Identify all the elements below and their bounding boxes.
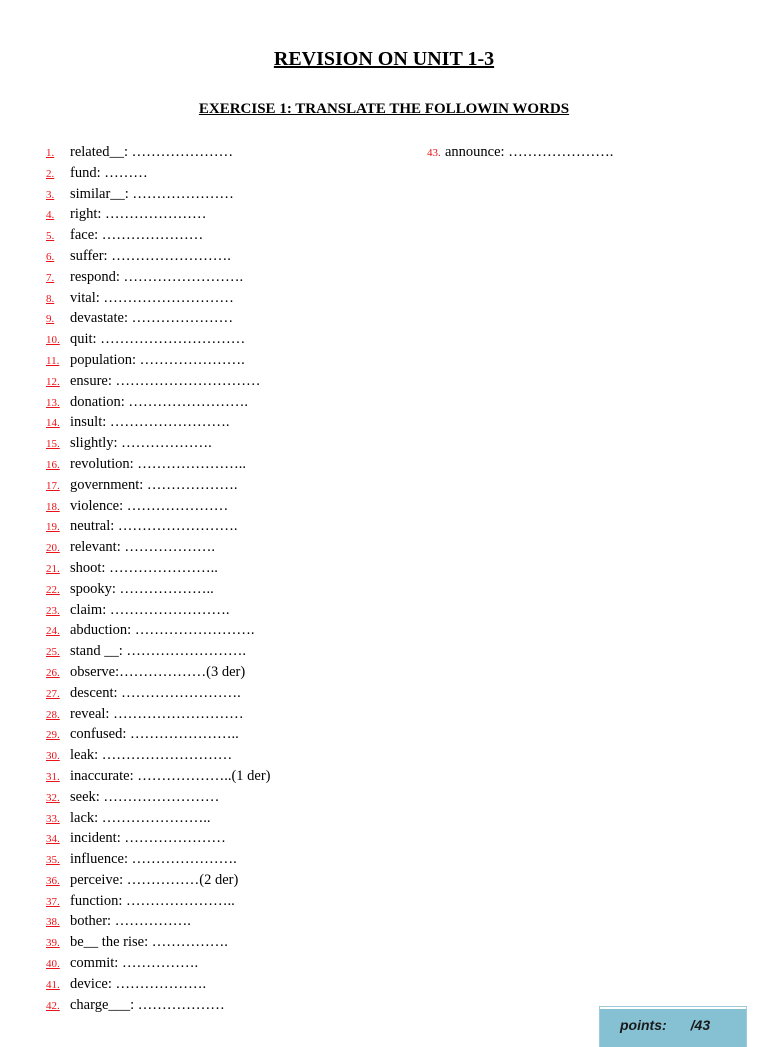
item-number: 10. bbox=[46, 334, 60, 347]
list-item bbox=[46, 620, 426, 641]
item-text: be__ the rise: ……………. bbox=[70, 934, 228, 951]
list-item bbox=[46, 475, 426, 496]
item-text: neutral: ……………………. bbox=[70, 518, 238, 535]
item-text: respond: ……………………. bbox=[70, 268, 244, 285]
list-item bbox=[46, 371, 426, 392]
item-text: ensure: ………………………… bbox=[70, 372, 261, 389]
item-number: 14. bbox=[46, 417, 60, 430]
item-text: function: ………………….. bbox=[70, 892, 235, 909]
list-item bbox=[46, 808, 426, 829]
vocabulary-list-right bbox=[427, 142, 747, 163]
list-item bbox=[46, 911, 426, 932]
item-number: 18. bbox=[46, 500, 60, 513]
item-number: 3. bbox=[46, 188, 55, 201]
item-text: perceive: ……………(2 der) bbox=[70, 871, 239, 888]
list-item bbox=[46, 932, 426, 953]
item-text: donation: ……………………. bbox=[70, 393, 249, 410]
list-item bbox=[46, 953, 426, 974]
list-item bbox=[46, 184, 426, 205]
item-text: fund: ……… bbox=[70, 164, 148, 181]
item-text: charge___: ……………… bbox=[70, 996, 225, 1013]
page-title: REVISION ON UNIT 1-3 bbox=[273, 48, 495, 70]
list-item bbox=[46, 204, 426, 225]
item-number: 7. bbox=[46, 271, 55, 284]
item-number: 40. bbox=[46, 958, 60, 971]
item-text: population: …………………. bbox=[70, 351, 245, 368]
list-item bbox=[46, 579, 426, 600]
list-item bbox=[46, 288, 426, 309]
list-item bbox=[46, 558, 426, 579]
item-text: stand __: ……………………. bbox=[70, 643, 247, 660]
list-item bbox=[46, 870, 426, 891]
item-number: 19. bbox=[46, 521, 60, 534]
list-item bbox=[46, 766, 426, 787]
list-item bbox=[46, 787, 426, 808]
item-text: devastate: ………………… bbox=[70, 310, 234, 327]
list-item bbox=[46, 496, 426, 517]
item-number: 13. bbox=[46, 396, 60, 409]
item-text: claim: ……………………. bbox=[70, 601, 230, 618]
item-text: right: ………………… bbox=[70, 206, 207, 223]
item-text: vital: ……………………… bbox=[70, 289, 234, 306]
list-item bbox=[46, 267, 426, 288]
item-number: 30. bbox=[46, 750, 60, 763]
item-number: 8. bbox=[46, 292, 55, 305]
list-item bbox=[46, 683, 426, 704]
item-text: similar__: ………………… bbox=[70, 185, 234, 202]
list-item bbox=[46, 433, 426, 454]
list-item bbox=[46, 350, 426, 371]
item-number: 24. bbox=[46, 625, 60, 638]
item-number: 5. bbox=[46, 230, 55, 243]
item-text: descent: ……………………. bbox=[70, 684, 241, 701]
list-item bbox=[46, 641, 426, 662]
item-number: 32. bbox=[46, 791, 60, 804]
item-number: 1. bbox=[46, 147, 55, 159]
item-text: announce: …………………. bbox=[445, 144, 614, 160]
item-text: inaccurate: ………………..(1 der) bbox=[70, 767, 271, 784]
item-text: leak: ……………………… bbox=[70, 747, 233, 764]
item-text: observe:………………(3 der) bbox=[70, 663, 246, 680]
item-text: commit: ……………. bbox=[70, 955, 199, 972]
list-item bbox=[46, 974, 426, 995]
list-item bbox=[46, 745, 426, 766]
list-item bbox=[46, 308, 426, 329]
item-text: revolution: ………………….. bbox=[70, 455, 247, 472]
item-text: shoot: ………………….. bbox=[70, 559, 218, 576]
item-number: 41. bbox=[46, 978, 60, 991]
item-number: 25. bbox=[46, 646, 60, 659]
item-text: incident: ………………… bbox=[70, 830, 226, 847]
list-item bbox=[46, 454, 426, 475]
item-number: 15. bbox=[46, 438, 60, 451]
list-item bbox=[46, 412, 426, 433]
item-text: insult: ……………………. bbox=[70, 414, 230, 431]
list-item bbox=[46, 537, 426, 558]
item-number: 4. bbox=[46, 209, 55, 222]
points-value: /43 bbox=[690, 1017, 711, 1033]
item-text: spooky: ……………….. bbox=[70, 580, 214, 597]
item-text: violence: ………………… bbox=[70, 497, 229, 514]
vocabulary-list-left bbox=[46, 142, 426, 1015]
item-text: influence: …………………. bbox=[70, 851, 237, 868]
item-number: 35. bbox=[46, 854, 60, 867]
item-number: 42. bbox=[46, 999, 60, 1012]
list-item bbox=[46, 163, 426, 184]
item-number: 9. bbox=[46, 313, 55, 326]
list-item bbox=[46, 142, 426, 163]
item-number: 12. bbox=[46, 375, 60, 388]
item-number: 36. bbox=[46, 874, 60, 887]
list-item bbox=[427, 142, 747, 163]
item-number: 28. bbox=[46, 708, 60, 721]
list-item bbox=[46, 704, 426, 725]
list-item bbox=[46, 246, 426, 267]
item-number: 43. bbox=[427, 147, 441, 159]
points-label: points: bbox=[620, 1017, 667, 1033]
item-text: lack: ………………….. bbox=[70, 809, 211, 826]
item-number: 29. bbox=[46, 729, 60, 742]
list-item bbox=[46, 724, 426, 745]
item-number: 6. bbox=[46, 250, 55, 263]
item-text: slightly: ………………. bbox=[70, 435, 212, 452]
list-item bbox=[46, 225, 426, 246]
item-number: 26. bbox=[46, 666, 60, 679]
item-text: face: ………………… bbox=[70, 227, 204, 244]
item-number: 23. bbox=[46, 604, 60, 617]
item-text: government: ………………. bbox=[70, 476, 238, 493]
item-text: reveal: ……………………… bbox=[70, 705, 244, 722]
item-text: bother: ……………. bbox=[70, 913, 191, 930]
item-number: 33. bbox=[46, 812, 60, 825]
list-item bbox=[46, 516, 426, 537]
points-box bbox=[600, 1007, 746, 1047]
item-number: 21. bbox=[46, 562, 60, 575]
item-text: abduction: ……………………. bbox=[70, 622, 255, 639]
list-item bbox=[46, 600, 426, 621]
list-item bbox=[46, 891, 426, 912]
item-number: 31. bbox=[46, 770, 60, 783]
list-item bbox=[46, 662, 426, 683]
item-number: 27. bbox=[46, 687, 60, 700]
item-text: relevant: ………………. bbox=[70, 539, 215, 556]
item-number: 22. bbox=[46, 583, 60, 596]
item-number: 39. bbox=[46, 937, 60, 950]
item-text: related__: ………………… bbox=[70, 144, 234, 160]
item-number: 11. bbox=[46, 354, 60, 367]
item-number: 20. bbox=[46, 542, 60, 555]
list-item bbox=[46, 828, 426, 849]
item-text: seek: …………………… bbox=[70, 788, 220, 805]
item-number: 16. bbox=[46, 458, 60, 471]
item-text: confused: ………………….. bbox=[70, 726, 239, 743]
list-item bbox=[46, 392, 426, 413]
exercise-heading: EXERCISE 1: TRANSLATE THE FOLLOWIN WORDS bbox=[198, 101, 570, 117]
item-text: quit: ………………………… bbox=[70, 331, 246, 348]
item-number: 17. bbox=[46, 479, 60, 492]
list-item bbox=[46, 329, 426, 350]
item-number: 38. bbox=[46, 916, 60, 929]
item-number: 2. bbox=[46, 167, 55, 180]
item-text: suffer: ……………………. bbox=[70, 247, 231, 264]
list-item bbox=[46, 849, 426, 870]
item-number: 37. bbox=[46, 895, 60, 908]
item-number: 34. bbox=[46, 833, 60, 846]
item-text: device: ………………. bbox=[70, 975, 207, 992]
list-item bbox=[46, 995, 426, 1016]
